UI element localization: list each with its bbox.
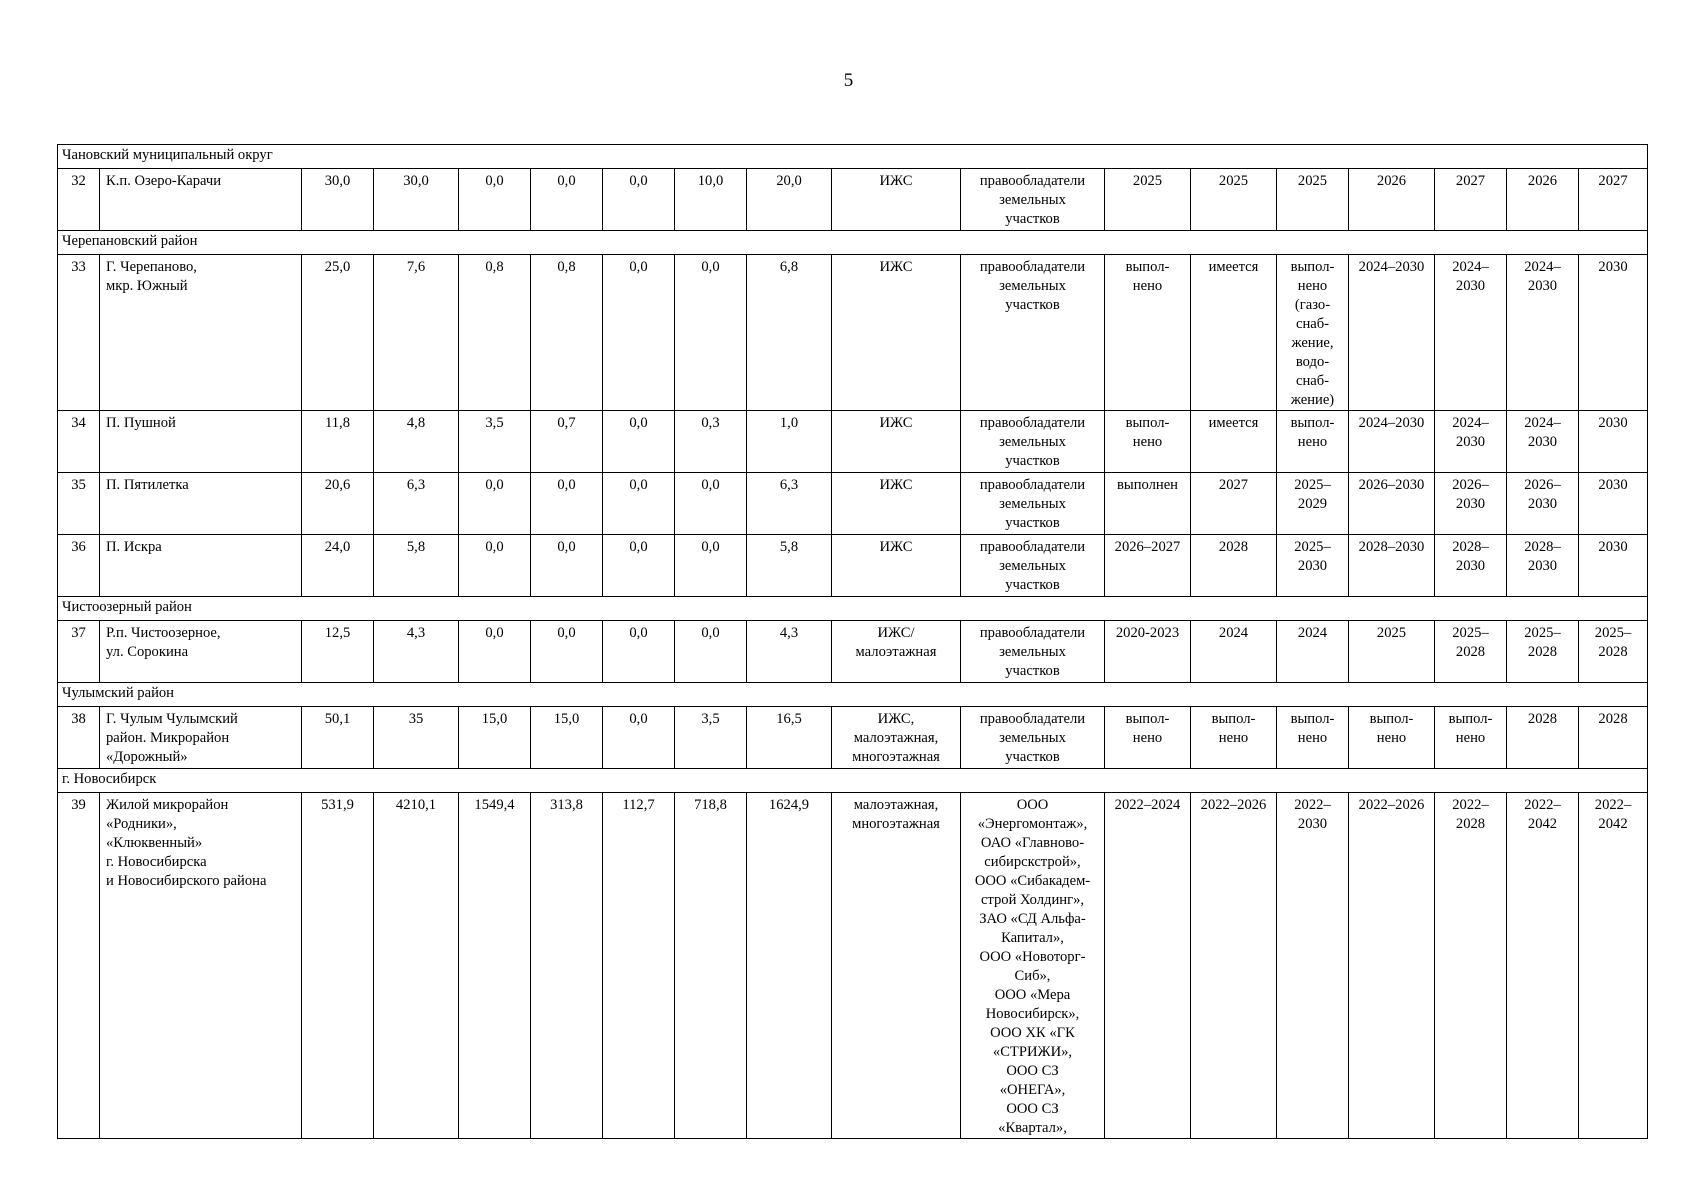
cell-y5: 2026– 2030	[1435, 473, 1507, 535]
cell-y4: выпол- нено	[1349, 707, 1435, 769]
cell-c1: 30,0	[302, 169, 374, 231]
cell-y4: 2024–2030	[1349, 255, 1435, 411]
cell-c5: 0,0	[603, 169, 675, 231]
cell-c6: 0,0	[675, 255, 747, 411]
cell-c4: 0,7	[531, 411, 603, 473]
cell-y1: выпол- нено	[1105, 707, 1191, 769]
cell-c5: 0,0	[603, 411, 675, 473]
cell-type: ИЖС	[832, 473, 961, 535]
cell-y1: 2020-2023	[1105, 621, 1191, 683]
cell-y2: имеется	[1191, 255, 1277, 411]
cell-y6: 2026– 2030	[1507, 473, 1579, 535]
cell-y2: имеется	[1191, 411, 1277, 473]
cell-c5: 112,7	[603, 793, 675, 1139]
region-title: Чановский муниципальный округ	[58, 145, 1648, 169]
cell-c6: 0,0	[675, 621, 747, 683]
cell-name: Р.п. Чистоозерное, ул. Сорокина	[100, 621, 302, 683]
cell-y5: 2024– 2030	[1435, 411, 1507, 473]
cell-y4: 2026	[1349, 169, 1435, 231]
cell-y7: 2022– 2042	[1579, 793, 1648, 1139]
cell-c6: 718,8	[675, 793, 747, 1139]
table-body	[58, 145, 1648, 1139]
cell-c5: 0,0	[603, 535, 675, 597]
cell-y7: 2030	[1579, 535, 1648, 597]
table-row	[58, 793, 1648, 1139]
cell-owner: правообладатели земельных участков	[961, 707, 1105, 769]
cell-c1: 12,5	[302, 621, 374, 683]
cell-c7: 6,8	[747, 255, 832, 411]
cell-y3: выпол- нено	[1277, 411, 1349, 473]
cell-c3: 0,0	[459, 621, 531, 683]
cell-type: ИЖС	[832, 411, 961, 473]
cell-c2: 30,0	[374, 169, 459, 231]
cell-c5: 0,0	[603, 707, 675, 769]
cell-c4: 0,0	[531, 535, 603, 597]
region-title: г. Новосибирск	[58, 769, 1648, 793]
cell-c2: 6,3	[374, 473, 459, 535]
cell-c4: 0,0	[531, 473, 603, 535]
cell-num: 34	[58, 411, 100, 473]
cell-c6: 0,0	[675, 535, 747, 597]
cell-c4: 313,8	[531, 793, 603, 1139]
cell-y4: 2026–2030	[1349, 473, 1435, 535]
cell-type: ИЖС	[832, 255, 961, 411]
region-row	[58, 683, 1648, 707]
cell-y1: выпол- нено	[1105, 411, 1191, 473]
cell-name: Жилой микрорайон «Родники», «Клюквенный» г. Новосибирска и Новосибирского района	[100, 793, 302, 1139]
cell-c7: 20,0	[747, 169, 832, 231]
cell-y5: 2027	[1435, 169, 1507, 231]
cell-y2: 2027	[1191, 473, 1277, 535]
cell-owner: правообладатели земельных участков	[961, 169, 1105, 231]
cell-y5: 2022– 2028	[1435, 793, 1507, 1139]
cell-c3: 0,0	[459, 535, 531, 597]
cell-owner: ООО «Энергомонтаж», ОАО «Главново- сибирскстрой», ООО «Сибакадем- строй Холдинг», ЗАО «СД Альфа- Капитал», ООО «Новоторг- Сиб», ООО «Мера Новосибирск», ООО ХК «ГК «СТРИЖИ», ООО СЗ «ОНЕГА», ООО СЗ «Квартал»,	[961, 793, 1105, 1139]
cell-y7: 2025– 2028	[1579, 621, 1648, 683]
cell-c1: 24,0	[302, 535, 374, 597]
cell-c7: 16,5	[747, 707, 832, 769]
cell-c6: 3,5	[675, 707, 747, 769]
cell-owner: правообладатели земельных участков	[961, 473, 1105, 535]
cell-owner: правообладатели земельных участков	[961, 535, 1105, 597]
table-row	[58, 411, 1648, 473]
cell-y3: выпол- нено (газо- снаб- жение, водо- снаб- жение)	[1277, 255, 1349, 411]
cell-y5: 2024– 2030	[1435, 255, 1507, 411]
cell-y6: 2028	[1507, 707, 1579, 769]
cell-y6: 2028– 2030	[1507, 535, 1579, 597]
cell-y2: выпол- нено	[1191, 707, 1277, 769]
cell-y6: 2024– 2030	[1507, 411, 1579, 473]
cell-c2: 7,6	[374, 255, 459, 411]
cell-y5: выпол- нено	[1435, 707, 1507, 769]
region-row	[58, 769, 1648, 793]
cell-y7: 2030	[1579, 473, 1648, 535]
cell-y4: 2025	[1349, 621, 1435, 683]
cell-c5: 0,0	[603, 621, 675, 683]
region-title: Черепановский район	[58, 231, 1648, 255]
cell-c1: 20,6	[302, 473, 374, 535]
cell-num: 32	[58, 169, 100, 231]
cell-type: ИЖС, малоэтажная, многоэтажная	[832, 707, 961, 769]
cell-y6: 2026	[1507, 169, 1579, 231]
cell-y1: выполнен	[1105, 473, 1191, 535]
cell-c3: 15,0	[459, 707, 531, 769]
cell-y6: 2022– 2042	[1507, 793, 1579, 1139]
cell-c2: 4210,1	[374, 793, 459, 1139]
cell-y6: 2024– 2030	[1507, 255, 1579, 411]
region-title: Чистоозерный район	[58, 597, 1648, 621]
cell-y1: 2026–2027	[1105, 535, 1191, 597]
cell-y1: выпол- нено	[1105, 255, 1191, 411]
cell-y3: 2025– 2029	[1277, 473, 1349, 535]
cell-y4: 2028–2030	[1349, 535, 1435, 597]
table-row	[58, 621, 1648, 683]
cell-name: Г. Чулым Чулымский район. Микрорайон «Дорожный»	[100, 707, 302, 769]
cell-c1: 50,1	[302, 707, 374, 769]
cell-num: 38	[58, 707, 100, 769]
cell-name: П. Пятилетка	[100, 473, 302, 535]
cell-c4: 0,0	[531, 169, 603, 231]
cell-c5: 0,0	[603, 473, 675, 535]
cell-c6: 10,0	[675, 169, 747, 231]
cell-y3: выпол- нено	[1277, 707, 1349, 769]
cell-y5: 2025– 2028	[1435, 621, 1507, 683]
cell-c7: 4,3	[747, 621, 832, 683]
cell-y2: 2024	[1191, 621, 1277, 683]
table-row	[58, 169, 1648, 231]
cell-num: 36	[58, 535, 100, 597]
cell-y6: 2025– 2028	[1507, 621, 1579, 683]
cell-c2: 5,8	[374, 535, 459, 597]
cell-y1: 2022–2024	[1105, 793, 1191, 1139]
cell-y4: 2024–2030	[1349, 411, 1435, 473]
cell-c7: 6,3	[747, 473, 832, 535]
cell-name: К.п. Озеро-Карачи	[100, 169, 302, 231]
region-row	[58, 597, 1648, 621]
page-number: 5	[843, 70, 854, 91]
cell-c6: 0,0	[675, 473, 747, 535]
cell-c3: 1549,4	[459, 793, 531, 1139]
cell-c3: 0,8	[459, 255, 531, 411]
cell-y3: 2025– 2030	[1277, 535, 1349, 597]
cell-type: ИЖС	[832, 535, 961, 597]
cell-y7: 2028	[1579, 707, 1648, 769]
cell-c7: 5,8	[747, 535, 832, 597]
cell-c6: 0,3	[675, 411, 747, 473]
table-row	[58, 707, 1648, 769]
cell-y3: 2022– 2030	[1277, 793, 1349, 1139]
cell-c4: 0,8	[531, 255, 603, 411]
cell-y7: 2030	[1579, 255, 1648, 411]
cell-num: 37	[58, 621, 100, 683]
cell-name: П. Пушной	[100, 411, 302, 473]
cell-type: малоэтажная, многоэтажная	[832, 793, 961, 1139]
cell-y7: 2030	[1579, 411, 1648, 473]
cell-y2: 2025	[1191, 169, 1277, 231]
region-row	[58, 145, 1648, 169]
cell-c7: 1624,9	[747, 793, 832, 1139]
cell-y7: 2027	[1579, 169, 1648, 231]
table-row	[58, 255, 1648, 411]
table-row	[58, 535, 1648, 597]
cell-num: 33	[58, 255, 100, 411]
cell-type: ИЖС/ малоэтажная	[832, 621, 961, 683]
region-row	[58, 231, 1648, 255]
cell-c7: 1,0	[747, 411, 832, 473]
cell-c3: 0,0	[459, 473, 531, 535]
cell-owner: правообладатели земельных участков	[961, 621, 1105, 683]
cell-y3: 2025	[1277, 169, 1349, 231]
cell-name: П. Искра	[100, 535, 302, 597]
cell-c1: 25,0	[302, 255, 374, 411]
cell-type: ИЖС	[832, 169, 961, 231]
table-row	[58, 473, 1648, 535]
cell-num: 35	[58, 473, 100, 535]
cell-c4: 15,0	[531, 707, 603, 769]
cell-c2: 35	[374, 707, 459, 769]
cell-y2: 2022–2026	[1191, 793, 1277, 1139]
cell-c2: 4,8	[374, 411, 459, 473]
cell-y1: 2025	[1105, 169, 1191, 231]
cell-c1: 531,9	[302, 793, 374, 1139]
region-title: Чулымский район	[58, 683, 1648, 707]
cell-y3: 2024	[1277, 621, 1349, 683]
cell-name: Г. Черепаново, мкр. Южный	[100, 255, 302, 411]
cell-c3: 0,0	[459, 169, 531, 231]
data-table	[57, 144, 1648, 1139]
cell-num: 39	[58, 793, 100, 1139]
cell-owner: правообладатели земельных участков	[961, 255, 1105, 411]
cell-c4: 0,0	[531, 621, 603, 683]
cell-c3: 3,5	[459, 411, 531, 473]
cell-y4: 2022–2026	[1349, 793, 1435, 1139]
cell-y2: 2028	[1191, 535, 1277, 597]
cell-c5: 0,0	[603, 255, 675, 411]
cell-c2: 4,3	[374, 621, 459, 683]
cell-c1: 11,8	[302, 411, 374, 473]
cell-owner: правообладатели земельных участков	[961, 411, 1105, 473]
cell-y5: 2028– 2030	[1435, 535, 1507, 597]
